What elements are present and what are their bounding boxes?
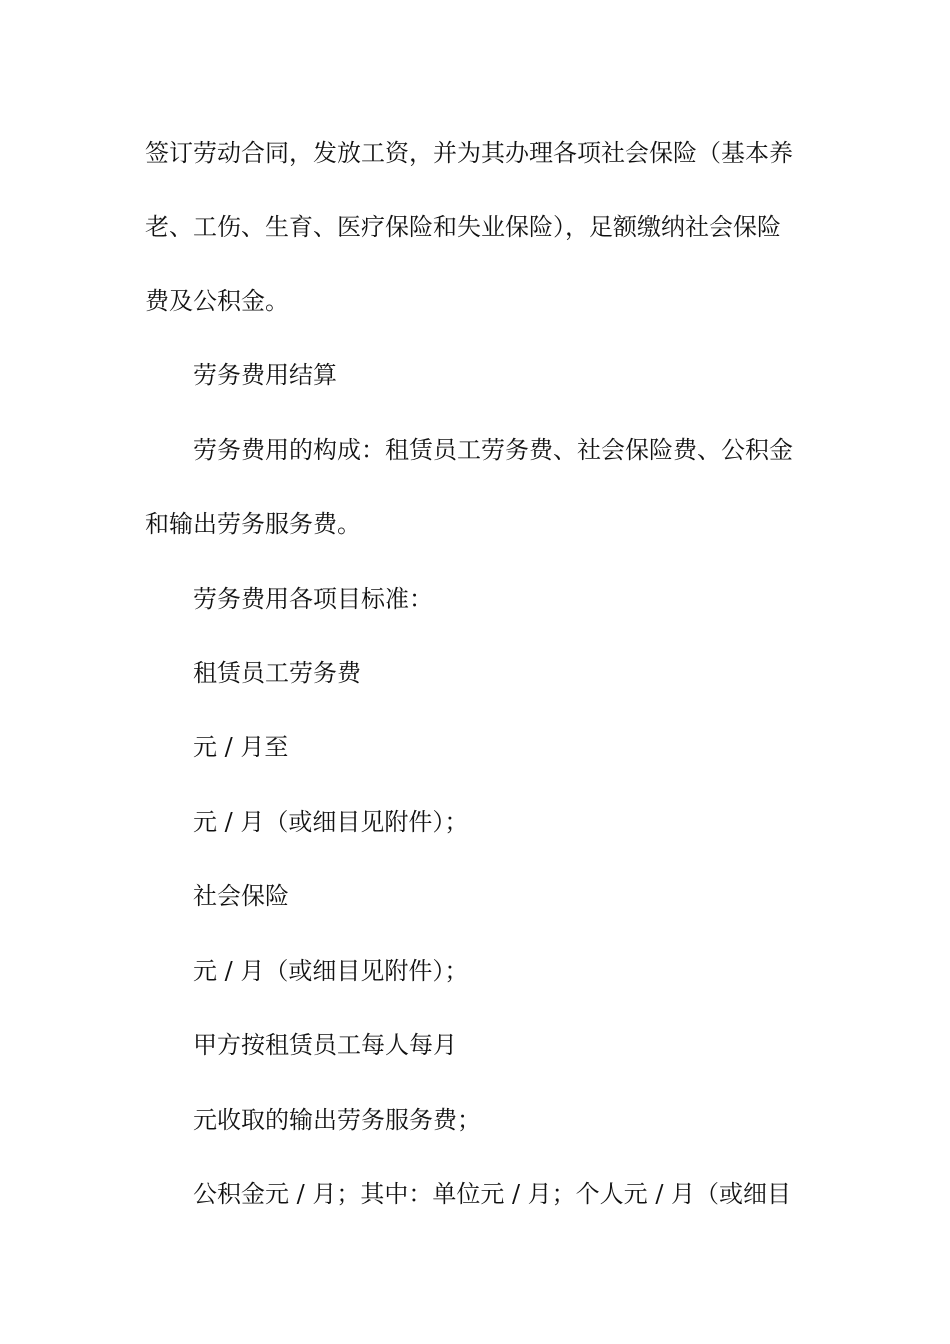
paragraph-line: 社会保险 bbox=[193, 882, 289, 910]
paragraph-line: 签订劳动合同，发放工资，并为其办理各项社会保险（基本养 bbox=[145, 139, 793, 167]
paragraph-line: 元 / 月至 bbox=[193, 733, 289, 761]
paragraph-line: 租赁员工劳务费 bbox=[193, 659, 361, 687]
paragraph-line: 费及公积金。 bbox=[145, 287, 289, 315]
paragraph-line: 老、工伤、生育、医疗保险和失业保险），足额缴纳社会保险 bbox=[145, 213, 781, 241]
paragraph-line: 和输出劳务服务费。 bbox=[145, 510, 361, 538]
paragraph-line: 公积金元 / 月；其中：单位元 / 月；个人元 / 月（或细目 bbox=[193, 1180, 792, 1208]
section-heading: 劳务费用结算 bbox=[193, 361, 337, 389]
paragraph-line: 元收取的输出劳务服务费； bbox=[193, 1106, 481, 1134]
paragraph-line: 元 / 月（或细目见附件）； bbox=[193, 957, 469, 985]
paragraph-line: 劳务费用各项目标准： bbox=[193, 585, 433, 613]
paragraph-line: 劳务费用的构成：租赁员工劳务费、社会保险费、公积金 bbox=[193, 436, 793, 464]
paragraph-line: 元 / 月（或细目见附件）； bbox=[193, 808, 469, 836]
paragraph-line: 甲方按租赁员工每人每月 bbox=[193, 1031, 457, 1059]
